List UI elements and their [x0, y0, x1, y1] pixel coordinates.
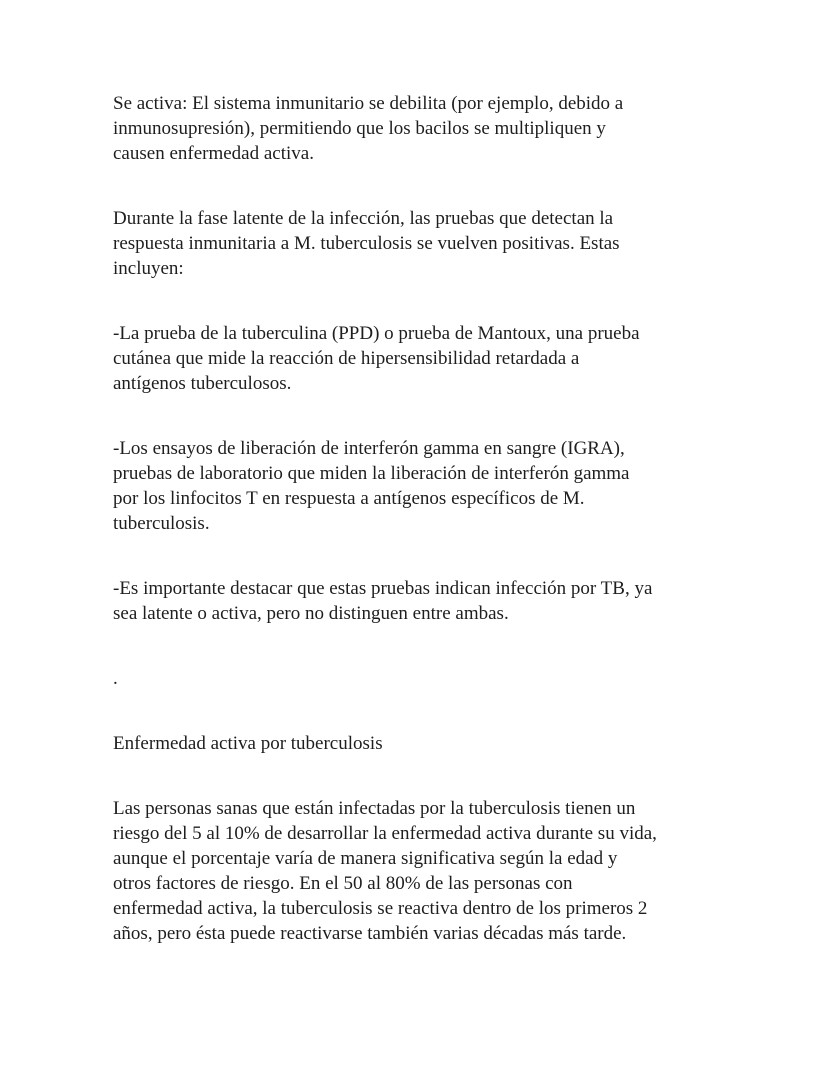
text-line: -La prueba de la tuberculina (PPD) o prueba de Mantoux, una prueba: [113, 323, 640, 344]
list-item-ensayos-igra: [113, 436, 763, 536]
paragraph-fase-latente: [113, 206, 763, 281]
text-line: -Es importante destacar que estas pruebas indican infección por TB, ya: [113, 578, 653, 599]
document-content: [113, 91, 763, 986]
text-line: años, pero ésta puede reactivarse también varias décadas más tarde.: [113, 923, 627, 944]
text-line: pruebas de laboratorio que miden la liberación de interferón gamma: [113, 463, 630, 484]
section-heading-enfermedad-activa: [113, 731, 763, 756]
paragraph-se-activa: [113, 91, 763, 166]
text-line: Enfermedad activa por tuberculosis: [113, 733, 383, 754]
text-line: Durante la fase latente de la infección, las pruebas que detectan la: [113, 208, 614, 229]
text-line: respuesta inmunitaria a M. tuberculosis se vuelven positivas. Estas: [113, 233, 620, 254]
text-line: aunque el porcentaje varía de manera significativa según la edad y: [113, 848, 618, 869]
paragraph-lone-period: [113, 666, 763, 691]
text-line: .: [113, 668, 118, 689]
text-line: otros factores de riesgo. En el 50 al 80% de las personas con: [113, 873, 573, 894]
text-line: tuberculosis.: [113, 513, 210, 534]
text-line: inmunosupresión), permitiendo que los bacilos se multipliquen y: [113, 118, 606, 139]
list-item-importante-destacar: [113, 576, 763, 626]
text-line: Las personas sanas que están infectadas por la tuberculosis tienen un: [113, 798, 636, 819]
text-line: riesgo del 5 al 10% de desarrollar la enfermedad activa durante su vida,: [113, 823, 657, 844]
text-line: -Los ensayos de liberación de interferón gamma en sangre (IGRA),: [113, 438, 625, 459]
text-line: causen enfermedad activa.: [113, 143, 314, 164]
list-item-prueba-tuberculina: [113, 321, 763, 396]
text-line: Se activa: El sistema inmunitario se debilita (por ejemplo, debido a: [113, 93, 624, 114]
text-line: incluyen:: [113, 258, 184, 279]
text-line: sea latente o activa, pero no distinguen entre ambas.: [113, 603, 509, 624]
text-line: cutánea que mide la reacción de hipersensibilidad retardada a: [113, 348, 580, 369]
paragraph-personas-sanas: [113, 796, 763, 946]
text-line: antígenos tuberculosos.: [113, 373, 292, 394]
text-line: por los linfocitos T en respuesta a antígenos específicos de M.: [113, 488, 585, 509]
text-line: enfermedad activa, la tuberculosis se reactiva dentro de los primeros 2: [113, 898, 648, 919]
